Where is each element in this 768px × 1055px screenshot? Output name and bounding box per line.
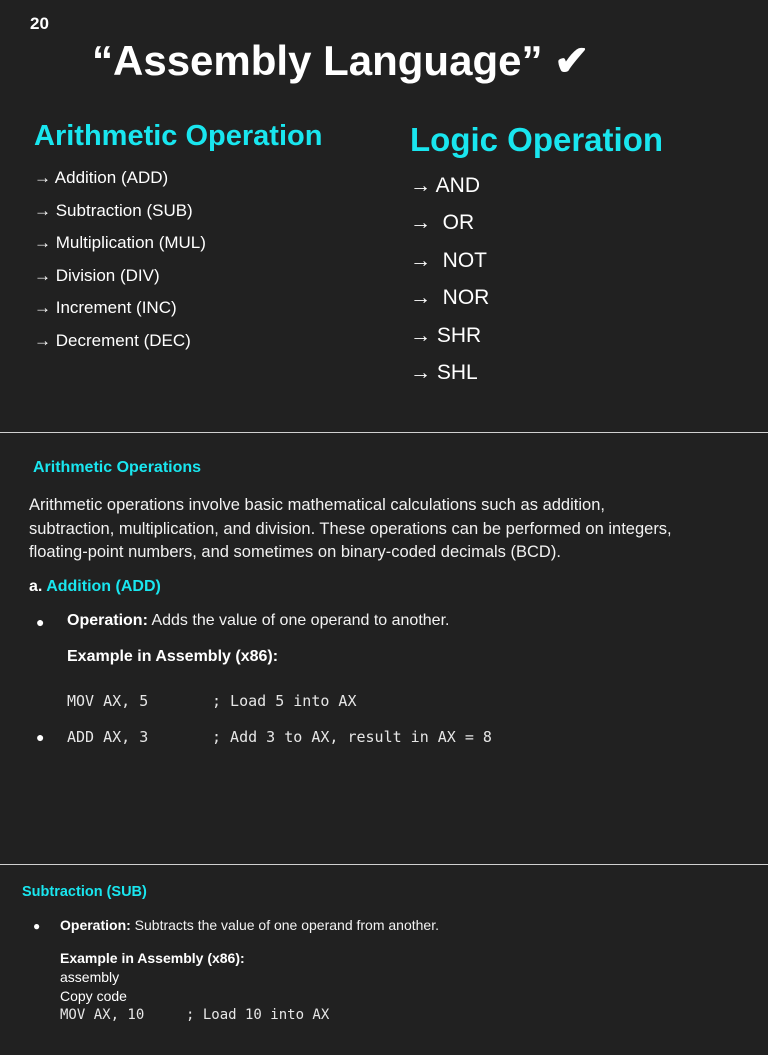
subsection-prefix: a. bbox=[29, 578, 43, 595]
assembly-label: assembly bbox=[60, 969, 120, 985]
section-heading: Arithmetic Operations bbox=[33, 459, 202, 476]
arithmetic-item-sub: → Subtraction (SUB) bbox=[34, 200, 193, 220]
logic-list bbox=[410, 172, 489, 396]
operation-text: Subtracts the value of one operand from another. bbox=[134, 917, 439, 933]
example-heading: Example in Assembly (x86): bbox=[67, 648, 279, 665]
arithmetic-item-div: → Division (DIV) bbox=[34, 265, 160, 285]
code-line bbox=[60, 1007, 330, 1055]
bullet-icon: ● bbox=[36, 614, 45, 630]
logic-item-shl: → SHL bbox=[410, 360, 478, 384]
logic-heading: Logic Operation bbox=[410, 121, 664, 158]
logic-item-not: → NOT bbox=[410, 248, 487, 272]
arithmetic-list bbox=[34, 166, 206, 362]
code-instruction: ADD AX, 3 bbox=[67, 728, 149, 746]
bullet-icon: ● bbox=[36, 729, 45, 745]
operation-text: Adds the value of one operand to another. bbox=[151, 612, 450, 629]
arithmetic-heading: Arithmetic Operation bbox=[34, 120, 323, 152]
code-instruction: MOV AX, 10 bbox=[60, 1007, 145, 1023]
divider bbox=[0, 864, 768, 865]
operation-label: Operation: bbox=[60, 917, 131, 933]
bullet-icon: ● bbox=[33, 919, 41, 933]
code-comment: ; Load 5 into AX bbox=[212, 692, 357, 710]
code-instruction: MOV AX, 5 bbox=[67, 692, 149, 710]
arithmetic-item-dec: → Decrement (DEC) bbox=[34, 330, 191, 350]
code-comment: ; Load 10 into AX bbox=[186, 1007, 330, 1023]
code-comment: ; Add 3 to AX, result in AX = 8 bbox=[212, 728, 492, 746]
subsection-title bbox=[29, 578, 161, 596]
logic-item-or: → OR bbox=[410, 211, 475, 235]
subsection-title-text: Addition (ADD) bbox=[46, 578, 161, 595]
operation-line bbox=[67, 612, 449, 630]
logic-item-nor: → NOR bbox=[410, 286, 490, 310]
divider bbox=[0, 432, 768, 433]
subtraction-example-heading: Example in Assembly (x86): bbox=[60, 950, 245, 966]
arithmetic-item-inc: → Increment (INC) bbox=[34, 298, 177, 318]
intro-paragraph: Arithmetic operations involve basic mathematical calculations such as addition, subtraction, multiplication, and division. These operations can be performed on integers, floating-point numbers, and sometimes on binary-coded decimals (BCD). bbox=[29, 496, 672, 561]
arithmetic-item-add: → Addition (ADD) bbox=[34, 168, 169, 187]
page-number: 20 bbox=[30, 14, 49, 33]
arithmetic-item-mul: → Multiplication (MUL) bbox=[34, 233, 206, 253]
subtraction-operation-line bbox=[60, 917, 439, 933]
logic-item-shr: → SHR bbox=[410, 323, 482, 347]
slide-title: “Assembly Language” ✔ bbox=[92, 37, 590, 84]
copy-code-label: Copy code bbox=[60, 988, 127, 1004]
code-line bbox=[67, 728, 492, 782]
operation-label: Operation: bbox=[67, 612, 148, 629]
subtraction-heading: Subtraction (SUB) bbox=[22, 884, 147, 900]
logic-item-and: → AND bbox=[410, 174, 481, 197]
